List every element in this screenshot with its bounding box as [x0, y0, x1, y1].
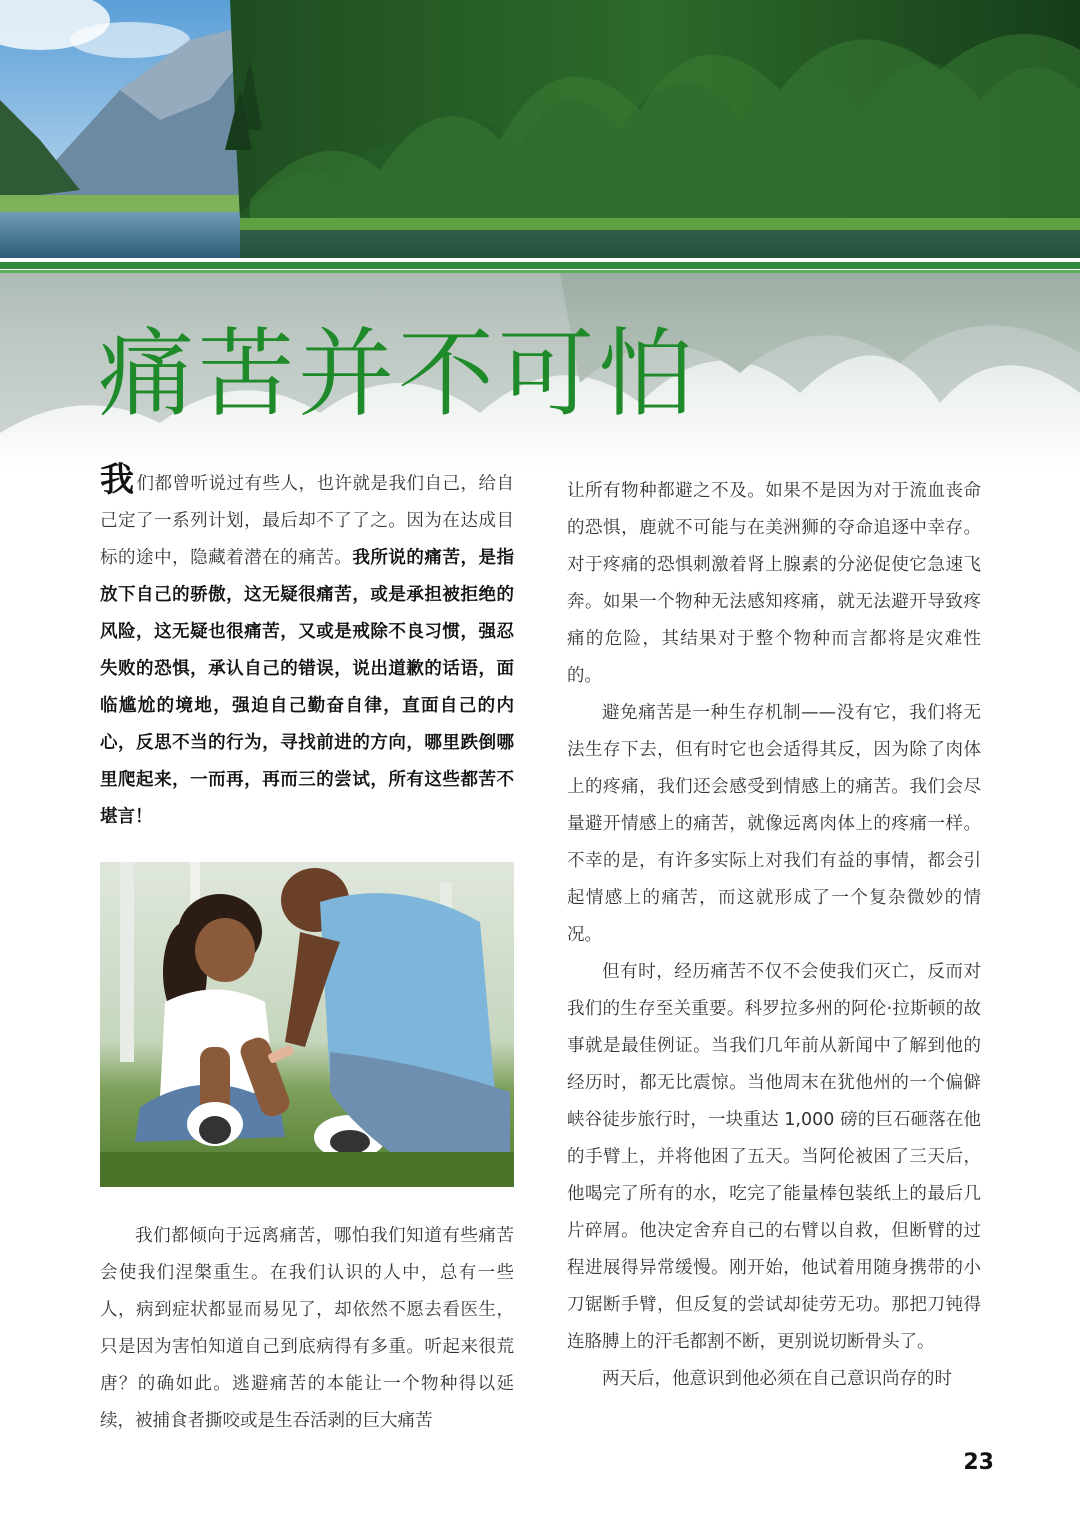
right-paragraph-1: 让所有物种都避之不及。如果不是因为对于流血丧命的恐惧，鹿就不可能与在美洲狮的夺命追逐中幸存。对于疼痛的恐惧刺激着肾上腺素的分泌促使它急速飞奔。如果一个物种无法感知疼痛，就无法避开导致疼痛的危险，其结果对于整个物种而言都将是灾难性的。 — [567, 481, 981, 686]
header-divider-stripe — [0, 262, 1080, 269]
intro-text: 们都曾听说过有些人，也许就是我们自己，给自己定了一系列计划，最后却不了了之。因为在达成目标的途中，隐藏着潜在的痛苦。 — [100, 474, 514, 568]
right-paragraph-3: 但有时，经历痛苦不仅不会使我们灭亡，反而对我们的生存至关重要。科罗拉多州的阿伦·拉斯顿的故事就是最佳例证。当我们几年前从新闻中了解到他的经历时，都无比震惊。当他周末在犹他州的一个偏僻峡谷徒步旅行时，一块重达 1,000 磅的巨石砸落在他的手臂上，并将他困了五天。当阿伦被困了三天后，他喝完了所有的水，吃完了能量棒包装纸上的最后几片碎屑。他决定舍弃自己的右臂以自救，但断臂的过程进展得异常缓慢。刚开始，他试着用随身携带的小刀锯断手臂，但反复的尝试却徒劳无功。那把刀钝得连胳膊上的汗毛都割不断，更别说切断骨头了。 — [567, 962, 981, 1352]
right-paragraph-4: 两天后，他意识到他必须在自己意识尚存的时 — [602, 1369, 952, 1389]
header-landscape-image — [0, 0, 1080, 258]
intro-bold-text: 我所说的痛苦，是指放下自己的骄傲，这无疑很痛苦，或是承担被拒绝的风险，这无疑也很痛苦，又或是戒除不良习惯，强忍失败的恐惧，承认自己的错误，说出道歉的话语，面临尴尬的境地，强迫自己勤奋自律，直面自己的内心，反思不当的行为，寻找前进的方向，哪里跌倒哪里爬起来，一而再，再而三的尝试，所有这些都苦不堪言！ — [100, 548, 515, 827]
intro-paragraph — [100, 462, 514, 836]
article-title: 痛苦并不可怕 — [98, 318, 698, 430]
page-number: 23 — [963, 1450, 994, 1475]
right-paragraph-2: 避免痛苦是一种生存机制——没有它，我们将无法生存下去，但有时它也会适得其反，因为除了肉体上的疼痛，我们还会感受到情感上的痛苦。我们会尽量避开情感上的痛苦，就像远离肉体上的疼痛一样。不幸的是，有许多实际上对我们有益的事情，都会引起情感上的痛苦，而这就形成了一个复杂微妙的情况。 — [567, 703, 981, 945]
father-daughter-bandage-photo — [100, 862, 514, 1187]
drop-cap: 我 — [100, 460, 135, 500]
left-paragraph-2-text: 我们都倾向于远离痛苦，哪怕我们知道有些痛苦会使我们涅槃重生。在我们认识的人中，总有一些人，病到症状都显而易见了，却依然不愿去看医生，只是因为害怕知道自己到底病得有多重。听起来很荒唐？的确如此。逃避痛苦的本能让一个物种得以延续，被捕食者撕咬或是生吞活剥的巨大痛苦 — [100, 1226, 514, 1431]
right-column — [567, 473, 981, 1398]
left-paragraph-2 — [100, 1218, 514, 1440]
